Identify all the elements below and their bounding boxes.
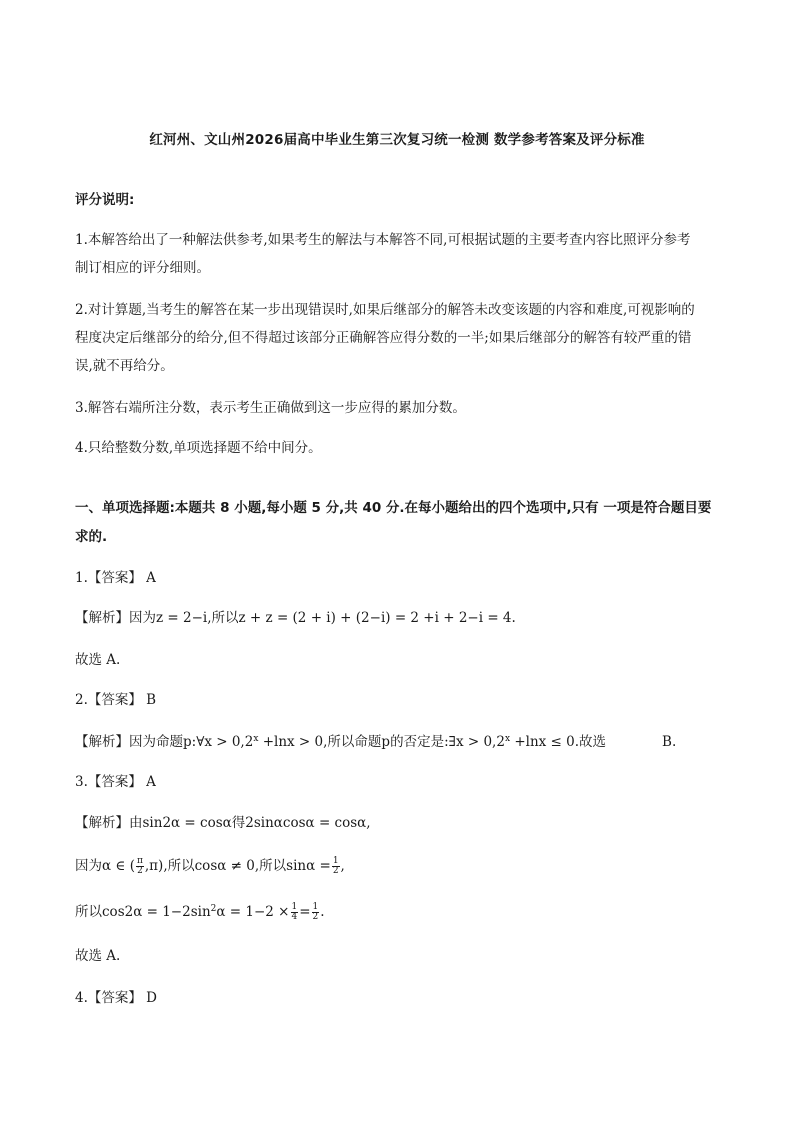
q3-line3-expr-a: cos2α = 1−2sin bbox=[102, 904, 211, 920]
fraction-numerator: π bbox=[136, 856, 143, 866]
q1-analysis bbox=[75, 608, 720, 628]
q2-expr-2b: +lnx ≤ 0 bbox=[510, 734, 575, 750]
q1-conclusion: 故选 A. bbox=[75, 652, 121, 668]
note-1-line-2: 制订相应的评分细则。 bbox=[75, 260, 210, 276]
section-1-heading-line-2: 求的. bbox=[75, 529, 108, 545]
q3-line1-end: , bbox=[366, 815, 371, 831]
note-3: 3.解答右端所注分数，表示考生正确做到这一步应得的累加分数。 bbox=[75, 400, 466, 416]
q3-line1-expr-2: 2sinαcosα = cosα bbox=[245, 815, 367, 831]
fraction-numerator: 1 bbox=[332, 856, 339, 866]
q3-analysis-line-3 bbox=[75, 902, 720, 922]
fraction-denominator: 2 bbox=[137, 866, 143, 876]
q2-expr-2: ∃x > 0,2 bbox=[448, 734, 505, 750]
q3-line1-prefix: 【解析】由 bbox=[75, 815, 143, 831]
q3-line2-mid2: ,所以 bbox=[254, 858, 287, 874]
one-half-fraction bbox=[332, 857, 340, 876]
fraction-numerator: 1 bbox=[312, 902, 319, 912]
q3-line3-expr-b: α = 1−2 × bbox=[216, 904, 290, 920]
fraction-numerator: 1 bbox=[291, 902, 298, 912]
one-quarter-fraction bbox=[291, 903, 299, 922]
note-2-line-2: 程度决定后继部分的给分,但不得超过该部分正确解答应得分数的一半;如果后继部分的解答有较严重的错 bbox=[75, 330, 692, 346]
q3-line1-expr-1: sin2α = cosα bbox=[142, 815, 232, 831]
note-4: 4.只给整数分数,单项选择题不给中间分。 bbox=[75, 440, 322, 456]
q3-answer: 3.【答案】 A bbox=[75, 774, 156, 790]
q2-exponent-2: x bbox=[504, 734, 511, 744]
fraction-denominator: 2 bbox=[312, 912, 319, 922]
q1-analysis-prefix: 【解析】因为 bbox=[75, 610, 156, 626]
q3-line2-expr-1a: α ∈ ( bbox=[102, 858, 135, 874]
fraction-denominator: 2 bbox=[332, 866, 339, 876]
note-1-line-1: 1.本解答给出了一种解法供参考,如果考生的解法与本解答不同,可根据试题的主要考查内容比照评分参考 bbox=[75, 232, 691, 248]
page-title: 红河州、文山州2026届高中毕业生第三次复习统一检测 数学参考答案及评分标准 bbox=[149, 132, 645, 148]
q2-expr-1: p:∀x > 0,2 bbox=[183, 734, 254, 750]
q3-analysis-line-1 bbox=[75, 813, 720, 833]
q3-line2-expr-1b: ,π) bbox=[144, 858, 164, 874]
scoring-notes-heading: 评分说明: bbox=[75, 192, 135, 208]
fraction-denominator: 4 bbox=[291, 912, 298, 922]
q2-analysis bbox=[75, 732, 720, 752]
q1-expr-1: z = 2−i bbox=[156, 610, 208, 626]
q3-line3-prefix: 所以 bbox=[75, 904, 102, 920]
q3-line2-expr-2: cosα ≠ 0 bbox=[194, 858, 255, 874]
q2-exponent-1: x bbox=[253, 734, 259, 744]
q4-answer: 4.【答案】 D bbox=[75, 990, 157, 1006]
q1-analysis-mid: ,所以 bbox=[207, 610, 239, 626]
q3-line2-expr-3: sinα = bbox=[286, 858, 331, 874]
q3-line2-mid: ,所以 bbox=[163, 858, 195, 874]
q3-line2-end: , bbox=[340, 858, 345, 874]
pi-over-2-fraction bbox=[136, 857, 144, 876]
note-2-line-3: 误,就不再给分。 bbox=[75, 358, 174, 374]
q3-square-exponent: 2 bbox=[210, 904, 217, 914]
q3-conclusion: 故选 A. bbox=[75, 948, 121, 964]
q1-expr-2: z + z = (2 + i) + (2−i) = 2 +i + 2−i = 4 bbox=[238, 610, 512, 626]
q2-analysis-mid: ,所以命题 bbox=[323, 734, 382, 750]
q3-line2-prefix: 因为 bbox=[75, 858, 102, 874]
q2-analysis-end: .故选 bbox=[574, 734, 607, 750]
q2-analysis-mid2: 的否定是: bbox=[390, 734, 449, 750]
q2-analysis-prefix: 【解析】因为命题 bbox=[75, 734, 183, 750]
q1-analysis-end: . bbox=[511, 610, 516, 626]
q2-expr-1b: +lnx > 0 bbox=[258, 734, 324, 750]
q3-analysis-line-2 bbox=[75, 856, 720, 876]
q2-choice: B. bbox=[662, 734, 677, 750]
q3-line3-end: . bbox=[320, 904, 325, 920]
q3-line3-equals: = bbox=[299, 904, 311, 920]
section-1-heading-line-1: 一、单项选择题:本题共 8 小题,每小题 5 分,共 40 分.在每小题给出的四个选项中,只有 一项是符合题目要 bbox=[75, 500, 712, 516]
one-half-result-fraction bbox=[312, 903, 320, 922]
q2-p: p bbox=[381, 734, 391, 750]
q2-answer: 2.【答案】 B bbox=[75, 692, 157, 708]
q1-answer: 1.【答案】 A bbox=[75, 570, 156, 586]
note-2-line-1: 2.对计算题,当考生的解答在某一步出现错误时,如果后继部分的解答未改变该题的内容和难度,可视影响的 bbox=[75, 302, 695, 318]
q3-line1-mid: 得 bbox=[231, 815, 246, 831]
